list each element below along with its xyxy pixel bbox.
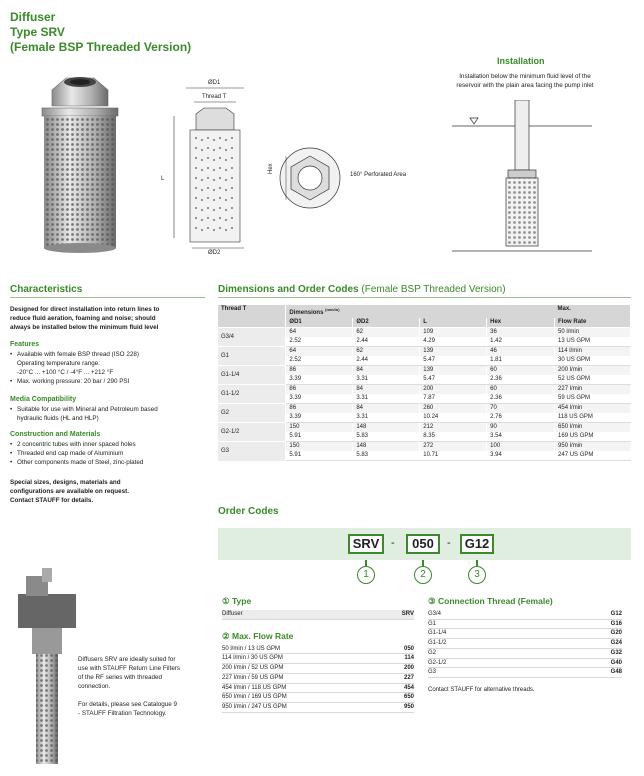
cell: 86 — [286, 385, 353, 395]
cell-thread: G2-1/2 — [218, 423, 286, 442]
construction-title: Construction and Materials — [10, 431, 101, 438]
dimensions-title-main: Dimensions and Order Codes — [218, 284, 359, 295]
note-line: connection. — [78, 683, 111, 690]
note-line: Diffusers SRV are ideally suited for — [78, 656, 176, 663]
note-line: of the RF series with threaded — [78, 674, 162, 681]
label: 200 l/min / 52 US GPM — [222, 665, 284, 672]
cell-thread: G1-1/4 — [218, 366, 286, 385]
header-max: Max. — [555, 305, 631, 318]
cell: 2.76 — [487, 413, 555, 423]
order-code-bar — [218, 528, 631, 560]
special-line: Contact STAUFF for details. — [10, 497, 94, 504]
code-dash: - — [391, 537, 395, 549]
list-item — [428, 610, 622, 620]
table-header-row — [218, 305, 631, 318]
cell: 13 US GPM — [555, 337, 631, 347]
code: 950 — [403, 703, 414, 710]
list-item: • Max. working pressure: 20 bar / 290 PSI — [10, 377, 205, 386]
cell: 212 — [420, 423, 487, 433]
cell: 247 US GPM — [555, 451, 631, 461]
order-code-list-right — [428, 596, 622, 695]
list-item — [428, 629, 622, 639]
cell: 5.47 — [420, 375, 487, 385]
temp-label: Operating temperature range: — [17, 360, 100, 367]
header-dimensions — [286, 305, 555, 318]
list-item — [222, 645, 414, 655]
characteristics-body — [10, 305, 205, 505]
special-line: Special sizes, designs, materials and — [10, 479, 121, 486]
code: 227 — [403, 674, 414, 681]
cell: 62 — [353, 347, 420, 357]
circled-2-icon: ② — [222, 630, 230, 641]
cell: 169 US GPM — [555, 432, 631, 442]
cell-thread: G3 — [218, 442, 286, 461]
header-col: ØD2 — [353, 318, 420, 328]
media-list — [10, 405, 205, 414]
cell: 272 — [420, 442, 487, 452]
header-dimensions-label: Dimensions — [289, 310, 324, 316]
cell: 650 l/min — [555, 423, 631, 433]
label: Diffuser — [222, 611, 243, 617]
features-list — [10, 350, 205, 359]
cell: 4.29 — [420, 337, 487, 347]
label: G3/4 — [428, 611, 442, 617]
cell: 148 — [353, 423, 420, 433]
code-dash: - — [447, 537, 451, 549]
header-col: Hex — [487, 318, 555, 328]
label: G1 — [428, 620, 437, 627]
circled-1-icon: ① — [222, 596, 230, 606]
table-row — [218, 385, 631, 395]
label: 454 l/min / 118 US GPM — [222, 684, 287, 691]
cell: 200 — [420, 385, 487, 395]
installation-desc-line: Installation below the minimum fluid level of the — [459, 73, 591, 80]
list-item — [222, 654, 414, 664]
cell: 10.24 — [420, 413, 487, 423]
dimensions-title-suffix: (Female BSP Threaded Version) — [361, 284, 506, 295]
list-item — [428, 649, 622, 659]
special-line: configurations are available on request. — [10, 488, 129, 495]
dimensions-table — [218, 305, 631, 461]
label: 114 l/min / 30 US GPM — [222, 655, 283, 662]
installation-title: Installation — [497, 56, 545, 66]
cell: 36 — [487, 328, 555, 338]
cell: 2.52 — [286, 356, 353, 366]
list-item — [222, 664, 414, 674]
cell: 109 — [420, 328, 487, 338]
intro-line: always be installed below the minimum fluid level — [10, 324, 159, 331]
label: G1-1/4 — [428, 630, 447, 637]
code: G40 — [610, 659, 622, 666]
note-line: - STAUFF Filtration Technology. — [78, 710, 167, 717]
code: 114 — [404, 655, 414, 662]
title-line-1: Diffuser — [10, 10, 56, 24]
cell: 139 — [420, 366, 487, 376]
cell: 10.71 — [420, 451, 487, 461]
characteristics-title: Characteristics — [10, 284, 83, 295]
alternative-threads-note: Contact STAUFF for alternative threads. — [428, 686, 535, 693]
dimensions-title — [218, 284, 506, 295]
list-item — [428, 659, 622, 669]
code-flow-box: 050 — [406, 534, 440, 554]
cell: 7.87 — [420, 394, 487, 404]
cell: 90 — [487, 423, 555, 433]
divider — [218, 297, 631, 298]
label: G3 — [428, 669, 437, 676]
order-code-list-left — [222, 596, 414, 713]
divider — [10, 297, 205, 298]
label: 950 l/min / 247 US GPM — [222, 703, 287, 710]
code: 200 — [403, 665, 414, 672]
list-item: • 2 concentric tubes with inner spaced holes — [10, 440, 205, 449]
label: 227 l/min / 59 US GPM — [222, 674, 284, 681]
header-thread: Thread T — [218, 305, 286, 328]
cell: 260 — [420, 404, 487, 414]
label: G2-1/2 — [428, 659, 447, 666]
cell-thread: G2 — [218, 404, 286, 423]
length-label: L — [161, 176, 165, 182]
cell: 3.54 — [487, 432, 555, 442]
header-units: (mm/in) — [325, 307, 340, 312]
features-list — [10, 377, 205, 386]
cell: 118 US GPM — [555, 413, 631, 423]
special-note — [10, 478, 205, 505]
top-view-drawing — [272, 140, 352, 220]
cell: 86 — [286, 366, 353, 376]
title-line-3: (Female BSP Threaded Version) — [10, 40, 192, 54]
title-line-2: Type SRV — [10, 25, 65, 39]
code: 650 — [403, 694, 414, 701]
intro-line: reduce fluid aeration, foaming and noise; should — [10, 315, 156, 322]
cell: 2.52 — [286, 337, 353, 347]
product-photo — [30, 72, 130, 262]
media-line: hydraulic fluids (HL and HLP) — [17, 415, 99, 422]
cell: 46 — [487, 347, 555, 357]
cell: 30 US GPM — [555, 356, 631, 366]
cell: 84 — [353, 366, 420, 376]
cell: 60 — [487, 385, 555, 395]
cell: 3.31 — [353, 394, 420, 404]
construction-list — [10, 440, 205, 467]
code: G24 — [610, 640, 622, 647]
cell: 84 — [353, 404, 420, 414]
cell: 1.42 — [487, 337, 555, 347]
intro-line: Designed for direct installation into return lines to — [10, 306, 160, 313]
list-item: • Available with female BSP thread (ISO 228) — [10, 350, 205, 359]
thread-list — [428, 610, 622, 678]
perforated-area-label: 160° Perforated Area — [350, 172, 407, 178]
installation-desc-line: reservoir with the plain area facing the pump inlet — [456, 82, 594, 89]
cell: 52 US GPM — [555, 375, 631, 385]
table-row — [218, 423, 631, 433]
cell: 5.83 — [353, 432, 420, 442]
installation-drawing — [452, 100, 592, 256]
marker-1: 1 — [357, 566, 375, 584]
list-item — [222, 610, 414, 620]
type-title-label: Type — [232, 596, 252, 606]
code: G16 — [610, 620, 622, 627]
cell: 950 l/min — [555, 442, 631, 452]
cell: 2.36 — [487, 375, 555, 385]
cell: 62 — [353, 328, 420, 338]
list-item — [428, 668, 622, 678]
code: 050 — [403, 645, 414, 652]
cell: 70 — [487, 404, 555, 414]
cell: 150 — [286, 423, 353, 433]
cell: 114 l/min — [555, 347, 631, 357]
cell: 200 l/min — [555, 366, 631, 376]
code-type-box: SRV — [348, 534, 384, 554]
header-col: ØD1 — [286, 318, 353, 328]
code-thread-box: G12 — [460, 534, 494, 554]
cell-thread: G1 — [218, 347, 286, 366]
table-row — [218, 366, 631, 376]
cell: 64 — [286, 347, 353, 357]
bottom-note — [78, 655, 208, 718]
code: SRV — [401, 611, 414, 617]
cell: 60 — [487, 366, 555, 376]
list-item: • Other components made of Steel, zinc-plated — [10, 458, 205, 467]
marker-3: 3 — [468, 566, 486, 584]
media-title: Media Compatibility — [10, 396, 77, 403]
code: G48 — [610, 669, 622, 676]
circled-3-icon: ③ — [428, 596, 436, 606]
list-item — [222, 693, 414, 703]
flow-list — [222, 645, 414, 713]
cell: 2.44 — [353, 356, 420, 366]
cell: 3.94 — [487, 451, 555, 461]
cell: 3.39 — [286, 413, 353, 423]
cell: 3.31 — [353, 413, 420, 423]
cell: 1.81 — [487, 356, 555, 366]
code: G12 — [610, 611, 622, 617]
cell: 139 — [420, 347, 487, 357]
table-row — [218, 404, 631, 414]
temp-value: -20°C ... +100 °C / -4°F ... +212 °F — [17, 369, 114, 376]
cell: 3.39 — [286, 394, 353, 404]
list-item — [428, 620, 622, 630]
installation-description — [425, 72, 625, 90]
table-row — [218, 328, 631, 338]
code: G32 — [610, 649, 622, 656]
cell: 100 — [487, 442, 555, 452]
label: 50 l/min / 13 US GPM — [222, 645, 281, 652]
note-line: For details, please see Catalogue 9 — [78, 701, 178, 708]
cell: 5.91 — [286, 451, 353, 461]
label: G1-1/2 — [428, 640, 447, 647]
cell: 8.35 — [420, 432, 487, 442]
cell: 148 — [353, 442, 420, 452]
cell: 5.91 — [286, 432, 353, 442]
cell: 454 l/min — [555, 404, 631, 414]
cell: 50 l/min — [555, 328, 631, 338]
order-codes-title: Order Codes — [218, 506, 279, 517]
table-row — [218, 442, 631, 452]
list-item — [222, 703, 414, 713]
cell: 84 — [353, 385, 420, 395]
marker-2: 2 — [414, 566, 432, 584]
od1-label: ØD1 — [208, 80, 221, 86]
label: G2 — [428, 649, 437, 656]
flow-title — [222, 631, 414, 642]
type-title — [222, 596, 414, 607]
cell-thread: G1-1/2 — [218, 385, 286, 404]
thread-title-label: Connection Thread (Female) — [438, 596, 553, 606]
list-item — [222, 674, 414, 684]
thread-label: Thread T — [202, 94, 227, 100]
cell: 2.44 — [353, 337, 420, 347]
dimension-drawing — [160, 78, 280, 260]
header-col: L — [420, 318, 487, 328]
hex-label: Hex — [268, 163, 274, 174]
flow-title-label: Max. Flow Rate — [232, 630, 294, 641]
cell: 150 — [286, 442, 353, 452]
cell: 3.31 — [353, 375, 420, 385]
cell: 86 — [286, 404, 353, 414]
cell-thread: G3/4 — [218, 328, 286, 347]
list-item — [222, 684, 414, 694]
cell: 227 l/min — [555, 385, 631, 395]
page-title — [10, 10, 191, 55]
cell: 5.83 — [353, 451, 420, 461]
note-line: use with STAUFF Return Line Filters — [78, 665, 181, 672]
code: G20 — [610, 630, 622, 637]
table-row — [218, 347, 631, 357]
header-flow: Flow Rate — [555, 318, 631, 328]
list-item: • Threaded end cap made of Aluminium — [10, 449, 205, 458]
cell: 5.47 — [420, 356, 487, 366]
label: 650 l/min / 169 US GPM — [222, 694, 287, 701]
cell: 3.39 — [286, 375, 353, 385]
installed-diffuser-photo — [14, 568, 80, 768]
cell: 64 — [286, 328, 353, 338]
code: 454 — [403, 684, 414, 691]
od2-label: ØD2 — [208, 250, 221, 256]
cell: 2.36 — [487, 394, 555, 404]
cell: 59 US GPM — [555, 394, 631, 404]
list-item — [428, 639, 622, 649]
thread-title — [428, 596, 622, 607]
list-item: • Suitable for use with Mineral and Petroleum based — [10, 405, 205, 414]
features-title: Features — [10, 341, 40, 348]
